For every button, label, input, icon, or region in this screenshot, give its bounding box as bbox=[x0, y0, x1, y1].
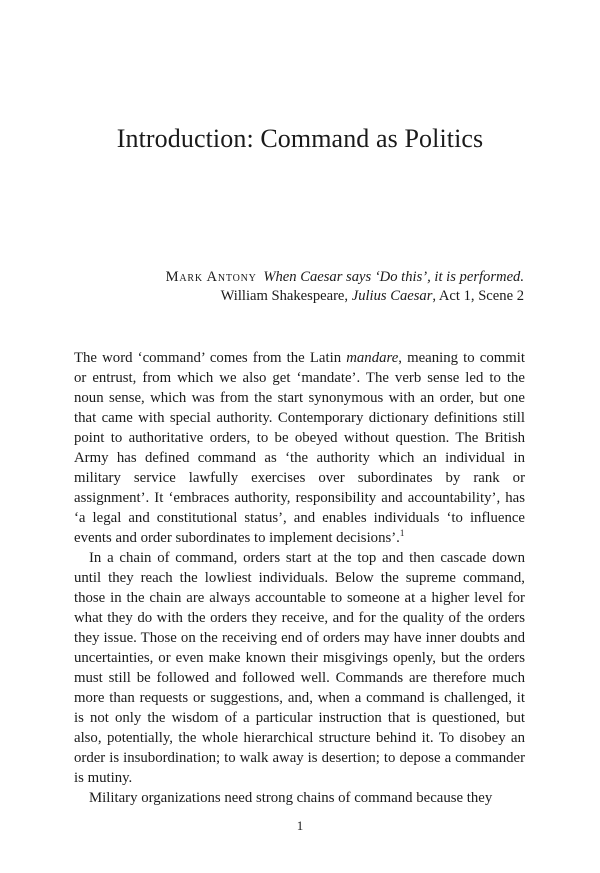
footnote-marker[interactable]: 1 bbox=[399, 528, 405, 539]
chapter-title: Introduction: Command as Politics bbox=[116, 124, 484, 153]
paragraph-1 bbox=[74, 348, 525, 548]
paragraph-3: Military organizations need strong chains of command because they bbox=[89, 790, 493, 806]
epigraph bbox=[64, 268, 524, 306]
page-number: 1 bbox=[296, 818, 304, 833]
epigraph-source-author: William Shakespeare, bbox=[220, 288, 352, 304]
epigraph-speaker: Mark Antony bbox=[165, 269, 257, 285]
paragraph-1-part-b: , meaning to commit or entrust, from which we also get ‘mandate’. The verb sense led to the noun sense, which was from the start synonymous with an order, but one that came with special authority. Contemporary dictionary definitions still point to authoritative orders, to be obeyed without question. The British Army has defined command as ‘the authority which an individual in military service lawfully exercises over subordinates by rank or assignment’. It ‘embraces authority, responsibility and accountability’, has ‘a legal and constitutional status’, and enables individuals ‘to influence events and order subordinates to implement decisions’. bbox=[74, 350, 525, 546]
epigraph-source bbox=[64, 287, 524, 306]
paragraph-1-part-a: The word ‘command’ comes from the Latin bbox=[74, 350, 347, 366]
epigraph-source-location: , Act 1, Scene 2 bbox=[432, 288, 524, 304]
epigraph-quote: When Caesar says ‘Do this’, it is performed. bbox=[263, 269, 524, 285]
epigraph-quote-line bbox=[64, 268, 524, 287]
body-text bbox=[74, 348, 525, 808]
epigraph-source-work: Julius Caesar bbox=[351, 288, 433, 304]
paragraph-2: In a chain of command, orders start at the top and then cascade down until they reach the lowliest individuals. Below the supreme command, those in the chain are always accountable to someone at a higher level for what they do with the orders they receive, and for the quality of the orders they issue. Those on the receiving end of orders may have inner doubts and uncertainties, or even make known their misgivings openly, but the orders must still be followed and followed well. Commands are therefore much more than requests or suggestions, and, when a command is challenged, it is not only the wisdom of a particular instruction that is questioned, but also, potentially, the whole hierarchical structure behind it. To disobey an order is insubordination; to walk away is desertion; to depose a commander is mutiny. bbox=[74, 550, 525, 786]
latin-term: mandare bbox=[346, 350, 399, 366]
